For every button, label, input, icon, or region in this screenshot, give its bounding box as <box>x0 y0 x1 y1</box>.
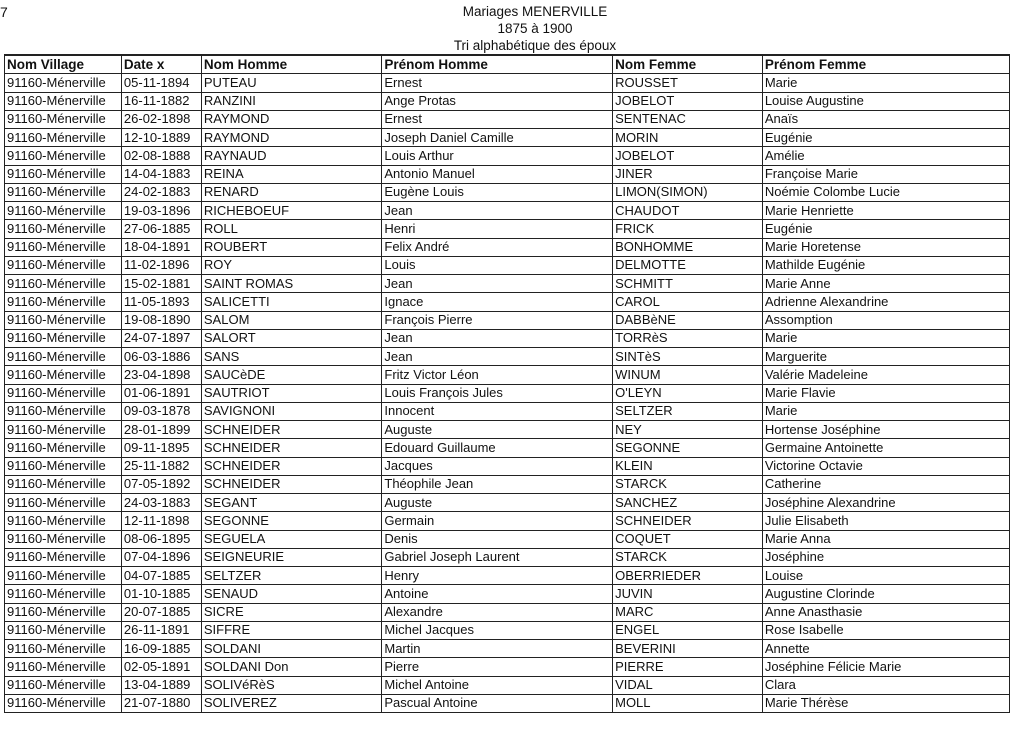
village-cell: 91160-Ménerville <box>5 147 122 165</box>
table-row <box>5 329 1010 347</box>
date-cell: 23-04-1898 <box>121 366 201 384</box>
bride-surname-cell: CAROL <box>613 293 763 311</box>
groom-firstname-cell: Eugène Louis <box>382 183 613 201</box>
bride-firstname-cell: Louise <box>762 567 1009 585</box>
groom-surname-cell: RAYMOND <box>201 129 381 147</box>
date-cell: 02-05-1891 <box>121 658 201 676</box>
bride-surname-cell: NEY <box>613 421 763 439</box>
table-row <box>5 457 1010 475</box>
bride-surname-cell: SINTèS <box>613 348 763 366</box>
bride-surname-cell: SENTENAC <box>613 110 763 128</box>
date-cell: 26-02-1898 <box>121 110 201 128</box>
village-cell: 91160-Ménerville <box>5 329 122 347</box>
table-row <box>5 220 1010 238</box>
table-row <box>5 129 1010 147</box>
date-cell: 16-11-1882 <box>121 92 201 110</box>
table-row <box>5 92 1010 110</box>
groom-surname-cell: SOLIVEREZ <box>201 694 381 712</box>
bride-surname-cell: FRICK <box>613 220 763 238</box>
bride-surname-cell: MARC <box>613 603 763 621</box>
bride-firstname-cell: Victorine Octavie <box>762 457 1009 475</box>
date-cell: 13-04-1889 <box>121 676 201 694</box>
column-header: Prénom Femme <box>762 55 1009 74</box>
date-cell: 09-11-1895 <box>121 439 201 457</box>
groom-surname-cell: REINA <box>201 165 381 183</box>
bride-surname-cell: SCHMITT <box>613 275 763 293</box>
bride-surname-cell: BONHOMME <box>613 238 763 256</box>
bride-surname-cell: VIDAL <box>613 676 763 694</box>
village-cell: 91160-Ménerville <box>5 421 122 439</box>
groom-firstname-cell: Ignace <box>382 293 613 311</box>
document-title: Mariages MENERVILLE <box>462 4 608 19</box>
table-row <box>5 402 1010 420</box>
bride-surname-cell: JOBELOT <box>613 147 763 165</box>
page-number: 7 <box>0 4 8 20</box>
groom-surname-cell: SAVIGNONI <box>201 402 381 420</box>
groom-firstname-cell: Joseph Daniel Camille <box>382 129 613 147</box>
bride-firstname-cell: Assomption <box>762 311 1009 329</box>
bride-surname-cell: SEGONNE <box>613 439 763 457</box>
groom-surname-cell: SAUCèDE <box>201 366 381 384</box>
bride-firstname-cell: Marie <box>762 402 1009 420</box>
bride-firstname-cell: Joséphine Alexandrine <box>762 494 1009 512</box>
date-cell: 07-05-1892 <box>121 475 201 493</box>
groom-surname-cell: PUTEAU <box>201 74 381 92</box>
table-row <box>5 202 1010 220</box>
village-cell: 91160-Ménerville <box>5 439 122 457</box>
bride-firstname-cell: Eugénie <box>762 220 1009 238</box>
village-cell: 91160-Ménerville <box>5 384 122 402</box>
groom-surname-cell: SOLDANI <box>201 640 381 658</box>
date-cell: 04-07-1885 <box>121 567 201 585</box>
bride-surname-cell: ENGEL <box>613 621 763 639</box>
date-cell: 20-07-1885 <box>121 603 201 621</box>
bride-surname-cell: PIERRE <box>613 658 763 676</box>
table-row <box>5 548 1010 566</box>
date-cell: 12-11-1898 <box>121 512 201 530</box>
date-cell: 24-03-1883 <box>121 494 201 512</box>
document-header <box>0 3 1024 54</box>
bride-firstname-cell: Adrienne Alexandrine <box>762 293 1009 311</box>
bride-surname-cell: BEVERINI <box>613 640 763 658</box>
groom-surname-cell: SCHNEIDER <box>201 421 381 439</box>
groom-firstname-cell: Ernest <box>382 110 613 128</box>
groom-firstname-cell: Alexandre <box>382 603 613 621</box>
date-cell: 19-08-1890 <box>121 311 201 329</box>
date-cell: 25-11-1882 <box>121 457 201 475</box>
bride-surname-cell: O'LEYN <box>613 384 763 402</box>
village-cell: 91160-Ménerville <box>5 92 122 110</box>
bride-firstname-cell: Louise Augustine <box>762 92 1009 110</box>
groom-surname-cell: ROLL <box>201 220 381 238</box>
groom-firstname-cell: Denis <box>382 530 613 548</box>
bride-surname-cell: SCHNEIDER <box>613 512 763 530</box>
bride-firstname-cell: Noémie Colombe Lucie <box>762 183 1009 201</box>
table-row <box>5 384 1010 402</box>
table-row <box>5 165 1010 183</box>
date-cell: 28-01-1899 <box>121 421 201 439</box>
groom-surname-cell: SAUTRIOT <box>201 384 381 402</box>
bride-surname-cell: JUVIN <box>613 585 763 603</box>
date-cell: 02-08-1888 <box>121 147 201 165</box>
bride-firstname-cell: Marie <box>762 329 1009 347</box>
groom-surname-cell: SCHNEIDER <box>201 457 381 475</box>
column-header: Date x <box>121 55 201 74</box>
groom-surname-cell: ROY <box>201 256 381 274</box>
village-cell: 91160-Ménerville <box>5 348 122 366</box>
groom-firstname-cell: Germain <box>382 512 613 530</box>
table-row <box>5 694 1010 712</box>
bride-firstname-cell: Rose Isabelle <box>762 621 1009 639</box>
date-cell: 15-02-1881 <box>121 275 201 293</box>
village-cell: 91160-Ménerville <box>5 640 122 658</box>
table-row <box>5 110 1010 128</box>
groom-surname-cell: SICRE <box>201 603 381 621</box>
bride-surname-cell: MORIN <box>613 129 763 147</box>
bride-firstname-cell: Anne Anasthasie <box>762 603 1009 621</box>
bride-surname-cell: SELTZER <box>613 402 763 420</box>
table-row <box>5 585 1010 603</box>
table-row <box>5 512 1010 530</box>
village-cell: 91160-Ménerville <box>5 694 122 712</box>
groom-firstname-cell: Jean <box>382 329 613 347</box>
date-cell: 24-07-1897 <box>121 329 201 347</box>
date-cell: 16-09-1885 <box>121 640 201 658</box>
bride-surname-cell: LIMON(SIMON) <box>613 183 763 201</box>
table-row <box>5 311 1010 329</box>
groom-surname-cell: ROUBERT <box>201 238 381 256</box>
date-cell: 11-02-1896 <box>121 256 201 274</box>
date-cell: 26-11-1891 <box>121 621 201 639</box>
groom-firstname-cell: Louis <box>382 256 613 274</box>
bride-firstname-cell: Marie Anne <box>762 275 1009 293</box>
groom-surname-cell: SEGONNE <box>201 512 381 530</box>
bride-firstname-cell: Françoise Marie <box>762 165 1009 183</box>
bride-firstname-cell: Catherine <box>762 475 1009 493</box>
table-row <box>5 475 1010 493</box>
village-cell: 91160-Ménerville <box>5 366 122 384</box>
date-cell: 11-05-1893 <box>121 293 201 311</box>
village-cell: 91160-Ménerville <box>5 165 122 183</box>
table-row <box>5 494 1010 512</box>
table-row <box>5 621 1010 639</box>
groom-surname-cell: SELTZER <box>201 567 381 585</box>
bride-surname-cell: MOLL <box>613 694 763 712</box>
column-header: Nom Homme <box>201 55 381 74</box>
table-body <box>5 74 1010 713</box>
date-cell: 19-03-1896 <box>121 202 201 220</box>
bride-surname-cell: DABBèNE <box>613 311 763 329</box>
village-cell: 91160-Ménerville <box>5 494 122 512</box>
date-cell: 01-10-1885 <box>121 585 201 603</box>
groom-firstname-cell: Henry <box>382 567 613 585</box>
village-cell: 91160-Ménerville <box>5 621 122 639</box>
bride-firstname-cell: Marie Flavie <box>762 384 1009 402</box>
bride-surname-cell: WINUM <box>613 366 763 384</box>
bride-surname-cell: SANCHEZ <box>613 494 763 512</box>
village-cell: 91160-Ménerville <box>5 658 122 676</box>
groom-surname-cell: SANS <box>201 348 381 366</box>
groom-firstname-cell: Jean <box>382 202 613 220</box>
column-header: Prénom Homme <box>382 55 613 74</box>
village-cell: 91160-Ménerville <box>5 676 122 694</box>
bride-firstname-cell: Clara <box>762 676 1009 694</box>
bride-surname-cell: JINER <box>613 165 763 183</box>
groom-surname-cell: SOLDANI Don <box>201 658 381 676</box>
groom-surname-cell: SIFFRE <box>201 621 381 639</box>
groom-firstname-cell: Auguste <box>382 421 613 439</box>
bride-surname-cell: STARCK <box>613 548 763 566</box>
groom-surname-cell: SALOM <box>201 311 381 329</box>
groom-surname-cell: RAYMOND <box>201 110 381 128</box>
groom-firstname-cell: Fritz Victor Léon <box>382 366 613 384</box>
bride-firstname-cell: Mathilde Eugénie <box>762 256 1009 274</box>
bride-surname-cell: DELMOTTE <box>613 256 763 274</box>
table-row <box>5 439 1010 457</box>
bride-surname-cell: ROUSSET <box>613 74 763 92</box>
bride-firstname-cell: Eugénie <box>762 129 1009 147</box>
bride-surname-cell: COQUET <box>613 530 763 548</box>
groom-firstname-cell: Théophile Jean <box>382 475 613 493</box>
table-row <box>5 658 1010 676</box>
village-cell: 91160-Ménerville <box>5 275 122 293</box>
document-years: 1875 à 1900 <box>497 21 573 36</box>
bride-firstname-cell: Marie <box>762 74 1009 92</box>
groom-firstname-cell: Edouard Guillaume <box>382 439 613 457</box>
table-row <box>5 366 1010 384</box>
village-cell: 91160-Ménerville <box>5 74 122 92</box>
date-cell: 21-07-1880 <box>121 694 201 712</box>
village-cell: 91160-Ménerville <box>5 567 122 585</box>
groom-firstname-cell: Michel Antoine <box>382 676 613 694</box>
village-cell: 91160-Ménerville <box>5 457 122 475</box>
groom-surname-cell: SEGANT <box>201 494 381 512</box>
date-cell: 18-04-1891 <box>121 238 201 256</box>
table-row <box>5 183 1010 201</box>
village-cell: 91160-Ménerville <box>5 512 122 530</box>
table-row <box>5 640 1010 658</box>
bride-firstname-cell: Hortense Joséphine <box>762 421 1009 439</box>
bride-firstname-cell: Marguerite <box>762 348 1009 366</box>
groom-firstname-cell: Jacques <box>382 457 613 475</box>
groom-surname-cell: SALORT <box>201 329 381 347</box>
groom-firstname-cell: Pascual Antoine <box>382 694 613 712</box>
bride-surname-cell: JOBELOT <box>613 92 763 110</box>
date-cell: 07-04-1896 <box>121 548 201 566</box>
groom-surname-cell: SCHNEIDER <box>201 439 381 457</box>
column-header: Nom Femme <box>613 55 763 74</box>
village-cell: 91160-Ménerville <box>5 603 122 621</box>
table-row <box>5 147 1010 165</box>
groom-firstname-cell: Antonio Manuel <box>382 165 613 183</box>
date-cell: 08-06-1895 <box>121 530 201 548</box>
groom-surname-cell: SENAUD <box>201 585 381 603</box>
groom-surname-cell: SOLIVéRèS <box>201 676 381 694</box>
village-cell: 91160-Ménerville <box>5 256 122 274</box>
table-row <box>5 567 1010 585</box>
table-row <box>5 293 1010 311</box>
village-cell: 91160-Ménerville <box>5 530 122 548</box>
village-cell: 91160-Ménerville <box>5 220 122 238</box>
bride-firstname-cell: Augustine Clorinde <box>762 585 1009 603</box>
date-cell: 09-03-1878 <box>121 402 201 420</box>
village-cell: 91160-Ménerville <box>5 548 122 566</box>
table-row <box>5 421 1010 439</box>
village-cell: 91160-Ménerville <box>5 238 122 256</box>
bride-firstname-cell: Annette <box>762 640 1009 658</box>
groom-firstname-cell: Antoine <box>382 585 613 603</box>
groom-firstname-cell: Ange Protas <box>382 92 613 110</box>
bride-surname-cell: CHAUDOT <box>613 202 763 220</box>
groom-firstname-cell: Martin <box>382 640 613 658</box>
table-row <box>5 348 1010 366</box>
column-header: Nom Village <box>5 55 122 74</box>
groom-firstname-cell: François Pierre <box>382 311 613 329</box>
groom-surname-cell: SAINT ROMAS <box>201 275 381 293</box>
table-row <box>5 676 1010 694</box>
table-row <box>5 256 1010 274</box>
bride-firstname-cell: Valérie Madeleine <box>762 366 1009 384</box>
village-cell: 91160-Ménerville <box>5 311 122 329</box>
bride-firstname-cell: Marie Thérèse <box>762 694 1009 712</box>
groom-firstname-cell: Louis François Jules <box>382 384 613 402</box>
date-cell: 14-04-1883 <box>121 165 201 183</box>
groom-firstname-cell: Auguste <box>382 494 613 512</box>
village-cell: 91160-Ménerville <box>5 585 122 603</box>
village-cell: 91160-Ménerville <box>5 402 122 420</box>
table-row <box>5 275 1010 293</box>
groom-surname-cell: RICHEBOEUF <box>201 202 381 220</box>
groom-firstname-cell: Innocent <box>382 402 613 420</box>
groom-surname-cell: SEGUELA <box>201 530 381 548</box>
groom-firstname-cell: Gabriel Joseph Laurent <box>382 548 613 566</box>
date-cell: 05-11-1894 <box>121 74 201 92</box>
bride-firstname-cell: Germaine Antoinette <box>762 439 1009 457</box>
bride-surname-cell: OBERRIEDER <box>613 567 763 585</box>
groom-surname-cell: RENARD <box>201 183 381 201</box>
marriages-table <box>4 54 1010 713</box>
table-row <box>5 603 1010 621</box>
village-cell: 91160-Ménerville <box>5 475 122 493</box>
village-cell: 91160-Ménerville <box>5 110 122 128</box>
table-row <box>5 74 1010 92</box>
date-cell: 27-06-1885 <box>121 220 201 238</box>
groom-firstname-cell: Pierre <box>382 658 613 676</box>
groom-firstname-cell: Jean <box>382 348 613 366</box>
groom-firstname-cell: Ernest <box>382 74 613 92</box>
date-cell: 06-03-1886 <box>121 348 201 366</box>
bride-surname-cell: STARCK <box>613 475 763 493</box>
table-header-row <box>5 55 1010 74</box>
groom-firstname-cell: Jean <box>382 275 613 293</box>
date-cell: 12-10-1889 <box>121 129 201 147</box>
bride-firstname-cell: Marie Anna <box>762 530 1009 548</box>
table-row <box>5 238 1010 256</box>
groom-surname-cell: RANZINI <box>201 92 381 110</box>
bride-firstname-cell: Amélie <box>762 147 1009 165</box>
bride-firstname-cell: Joséphine <box>762 548 1009 566</box>
bride-surname-cell: TORRèS <box>613 329 763 347</box>
groom-surname-cell: SCHNEIDER <box>201 475 381 493</box>
table-row <box>5 530 1010 548</box>
bride-firstname-cell: Anaïs <box>762 110 1009 128</box>
village-cell: 91160-Ménerville <box>5 129 122 147</box>
groom-firstname-cell: Felix André <box>382 238 613 256</box>
groom-firstname-cell: Louis Arthur <box>382 147 613 165</box>
bride-firstname-cell: Joséphine Félicie Marie <box>762 658 1009 676</box>
groom-firstname-cell: Henri <box>382 220 613 238</box>
date-cell: 01-06-1891 <box>121 384 201 402</box>
village-cell: 91160-Ménerville <box>5 202 122 220</box>
groom-surname-cell: RAYNAUD <box>201 147 381 165</box>
groom-firstname-cell: Michel Jacques <box>382 621 613 639</box>
groom-surname-cell: SALICETTI <box>201 293 381 311</box>
bride-firstname-cell: Marie Henriette <box>762 202 1009 220</box>
bride-firstname-cell: Marie Horetense <box>762 238 1009 256</box>
document-subtitle: Tri alphabétique des époux <box>453 38 617 53</box>
village-cell: 91160-Ménerville <box>5 183 122 201</box>
village-cell: 91160-Ménerville <box>5 293 122 311</box>
bride-surname-cell: KLEIN <box>613 457 763 475</box>
date-cell: 24-02-1883 <box>121 183 201 201</box>
groom-surname-cell: SEIGNEURIE <box>201 548 381 566</box>
bride-firstname-cell: Julie Elisabeth <box>762 512 1009 530</box>
